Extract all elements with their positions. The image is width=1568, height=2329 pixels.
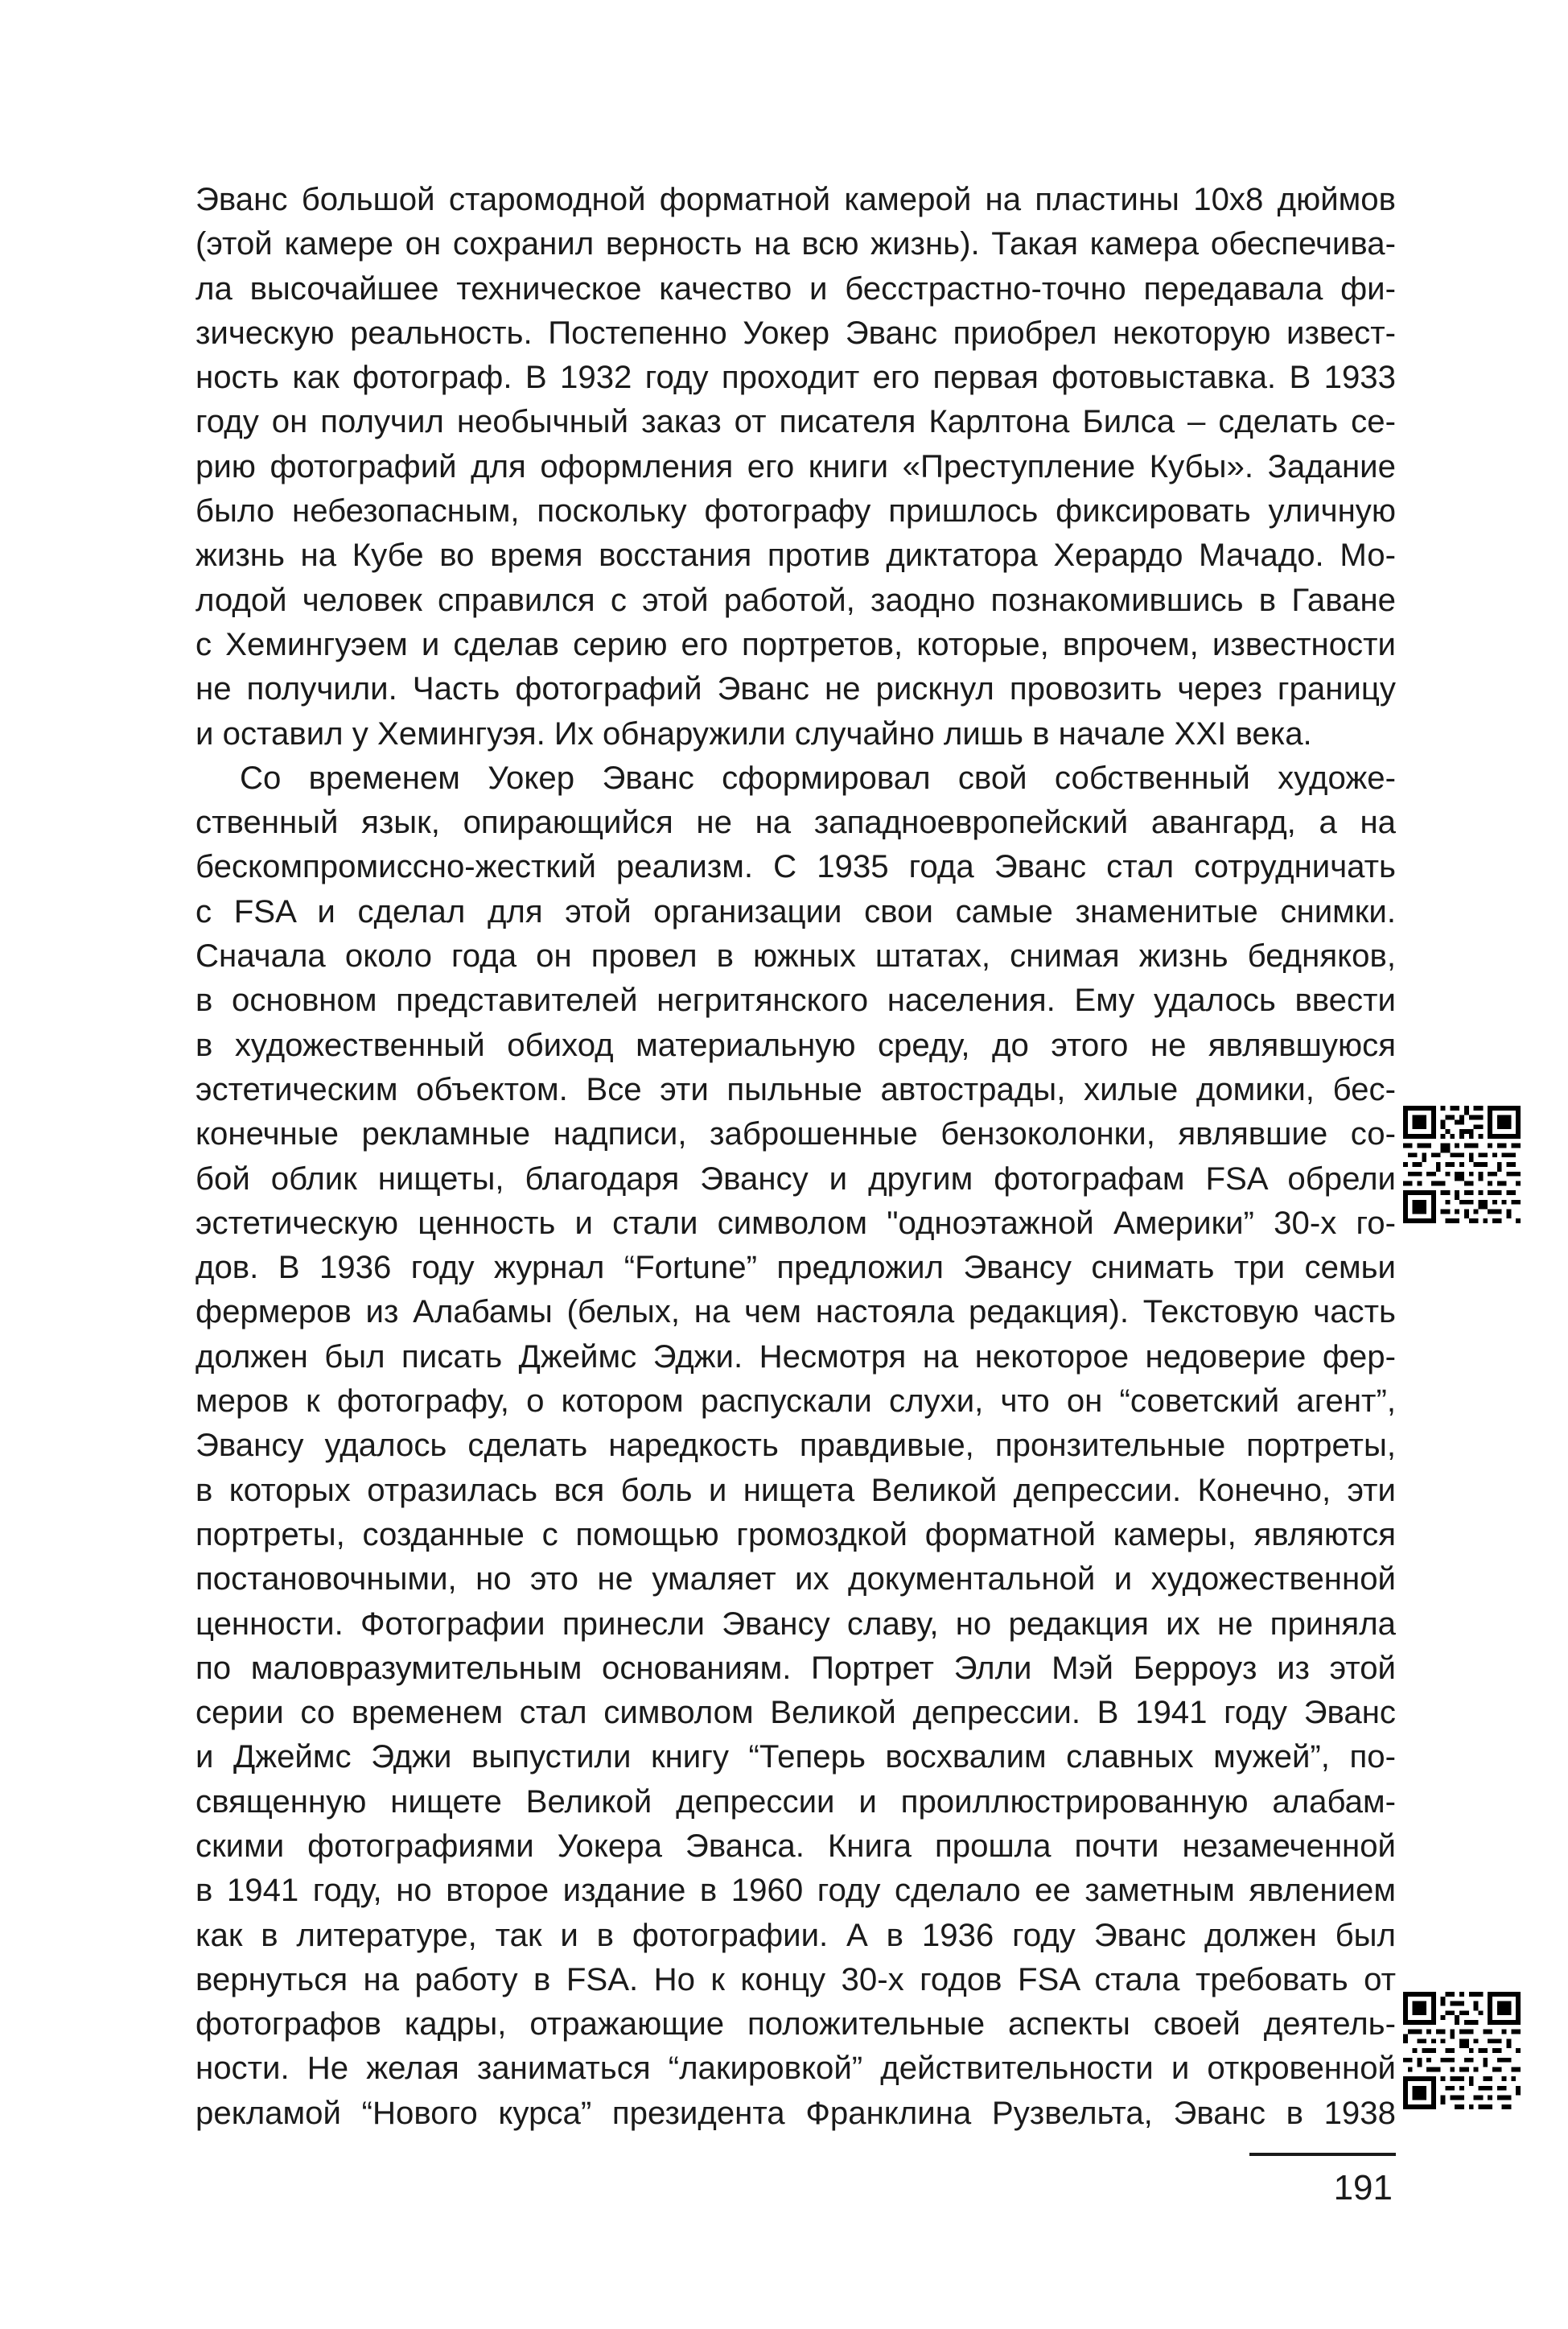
- text-line: году он получил необычный заказ от писателя Карлтона Билса – сделать се-: [195, 403, 1396, 440]
- text-line: эстетическую ценность и стали символом "одноэтажной Америки” 30-х го-: [195, 1204, 1396, 1241]
- text-line: с Хемингуэем и сделав серию его портретов, которые, впрочем, известности: [195, 625, 1396, 662]
- body-text: [195, 177, 1396, 2135]
- text-line: фермеров из Алабамы (белых, на чем настояла редакция). Текстовую часть: [195, 1293, 1396, 1330]
- text-line: вернуться на работу в FSA. Но к концу 30-х годов FSA стала требовать от: [195, 1960, 1396, 1997]
- page-number: 191: [1333, 2168, 1393, 2207]
- text-line: фотографов кадры, отражающие положительные аспекты своей деятель-: [195, 2005, 1396, 2043]
- text-line: бескомпромиссно-жесткий реализм. С 1935 года Эванс стал сотрудничать: [195, 848, 1396, 885]
- text-line: постановочными, но это не умаляет их документальной и художественной: [195, 1560, 1396, 1597]
- text-line: дов. В 1936 году журнал “Fortune” предложил Эвансу снимать три семьи: [195, 1249, 1396, 1286]
- text-line: в 1941 году, но второе издание в 1960 году сделало ее заметным явлением: [195, 1872, 1396, 1909]
- text-line: с FSA и сделал для этой организации свои самые знаменитые снимки.: [195, 892, 1396, 930]
- text-line: в которых отразилась вся боль и нищета Великой депрессии. Конечно, эти: [195, 1471, 1396, 1508]
- text-line: скими фотографиями Уокера Эванса. Книга прошла почти незамеченной: [195, 1827, 1396, 1864]
- text-line: эстетическим объектом. Все эти пыльные автострады, хилые домики, бес-: [195, 1070, 1396, 1107]
- footer-rule: [1249, 2153, 1396, 2156]
- text-line: ценности. Фотографии принесли Эвансу славу, но редакция их не приняла: [195, 1605, 1396, 1642]
- text-line: и Джеймс Эджи выпустили книгу “Теперь восхвалим славных мужей”, по-: [195, 1738, 1396, 1775]
- qr-code-icon: [1403, 1992, 1521, 2109]
- text-line: Эванс большой старомодной форматной камерой на пластины 10х8 дюймов: [195, 181, 1396, 217]
- text-line: священную нищете Великой депрессии и проиллюстрированную алабам-: [195, 1783, 1396, 1820]
- text-line: не получили. Часть фотографий Эванс не рискнул провозить через границу: [195, 670, 1396, 707]
- text-line: бой облик нищеты, благодаря Эвансу и другим фотографам FSA обрели: [195, 1160, 1396, 1197]
- text-line: ла высочайшее техническое качество и бесстрастно-точно передавала фи-: [195, 270, 1396, 307]
- text-line: рию фотографий для оформления его книги «Преступление Кубы». Задание: [195, 447, 1396, 484]
- text-line: в основном представителей негритянского населения. Ему удалось ввести: [195, 982, 1396, 1019]
- text-line: как в литературе, так и в фотографии. А в 1936 году Эванс должен был: [195, 1916, 1396, 1953]
- qr-code[interactable]: [1403, 1106, 1521, 1223]
- text-line: и оставил у Хемингуэя. Их обнаружили случайно лишь в начале XXI века.: [195, 715, 1312, 752]
- text-line: портреты, созданные с помощью громоздкой форматной камеры, являются: [195, 1515, 1396, 1552]
- text-line: рекламой “Нового курса” президента Франклина Рузвельта, Эванс в 1938: [195, 2094, 1396, 2131]
- text-line: серии со временем стал символом Великой депрессии. В 1941 году Эванс: [195, 1694, 1396, 1731]
- text-line: Со временем Уокер Эванс сформировал свой собственный художе-: [240, 759, 1396, 796]
- text-line: зическую реальность. Постепенно Уокер Эванс приобрел некоторую извест-: [195, 314, 1396, 351]
- text-line: по маловразумительным основаниям. Портрет Элли Мэй Берроуз из этой: [195, 1649, 1396, 1686]
- text-line: ности. Не желая заниматься “лакировкой” действительности и откровенной: [195, 2050, 1396, 2087]
- text-line: в художественный обиход материальную среду, до этого не являвшуюся: [195, 1026, 1396, 1063]
- text-line: меров к фотографу, о котором распускали слухи, что он “советский агент”,: [195, 1383, 1396, 1420]
- text-line: Эвансу удалось сделать наредкость правдивые, пронзительные портреты,: [195, 1427, 1396, 1464]
- text-line: ственный язык, опирающийся не на западноевропейский авангард, а на: [195, 804, 1396, 841]
- qr-code-icon: [1403, 1106, 1521, 1223]
- text-line: конечные рекламные надписи, заброшенные бензоколонки, являвшие со-: [195, 1115, 1396, 1152]
- text-line: Сначала около года он провел в южных штатах, снимая жизнь бедняков,: [195, 938, 1396, 975]
- text-line: было небезопасным, поскольку фотографу пришлось фиксировать уличную: [195, 493, 1396, 530]
- text-line: ность как фотограф. В 1932 году проходит его первая фотовыставка. В 1933: [195, 359, 1396, 396]
- text-line: лодой человек справился с этой работой, заодно познакомившись в Гаване: [195, 581, 1396, 618]
- text-line: жизнь на Кубе во время восстания против диктатора Херардо Мачадо. Мо-: [195, 537, 1396, 574]
- text-line: (этой камере он сохранил верность на всю жизнь). Такая камера обеспечива-: [195, 225, 1396, 262]
- text-line: должен был писать Джеймс Эджи. Несмотря на некоторое недоверие фер-: [195, 1338, 1396, 1375]
- qr-code[interactable]: [1403, 1992, 1521, 2109]
